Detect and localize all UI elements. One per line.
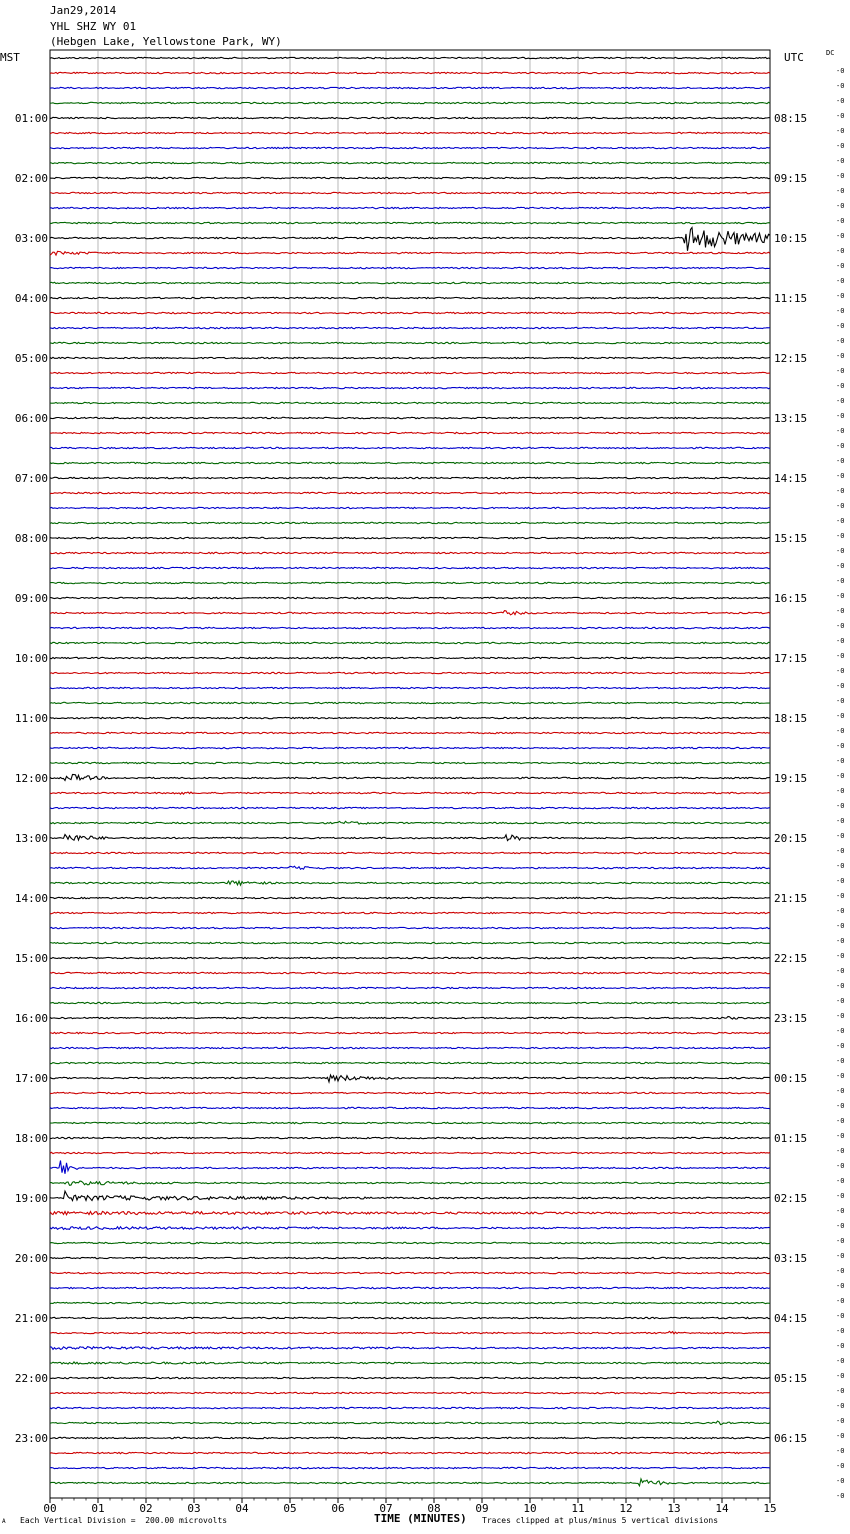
utc-hour-label: 01:15 <box>774 1132 808 1145</box>
clip-note: Traces clipped at plus/minus 5 vertical divisions <box>482 1516 719 1525</box>
dc-offset-label: -0 <box>836 1147 845 1155</box>
utc-hour-label: 21:15 <box>774 892 808 905</box>
dc-offset-label: -0 <box>836 247 845 255</box>
mst-hour-label: 01:00 <box>14 112 48 125</box>
seismic-trace <box>50 1421 770 1424</box>
seismic-trace <box>50 1479 770 1486</box>
seismic-trace <box>50 732 770 733</box>
utc-hour-label: 12:15 <box>774 352 808 365</box>
dc-offset-label: -0 <box>836 547 845 555</box>
seismic-trace <box>50 762 770 763</box>
dc-offset-label: -0 <box>836 997 845 1005</box>
dc-offset-label: -0 <box>836 772 845 780</box>
utc-hour-label: 17:15 <box>774 652 808 665</box>
dc-offset-label: -0 <box>836 1477 845 1485</box>
x-tick-label: 04 <box>235 1502 249 1515</box>
dc-offset-label: -0 <box>836 922 845 930</box>
dc-offset-label: -0 <box>836 487 845 495</box>
utc-hour-label: 06:15 <box>774 1432 808 1445</box>
utc-hour-label: 00:15 <box>774 1072 808 1085</box>
seismic-trace <box>50 687 770 688</box>
x-tick-label: 12 <box>619 1502 633 1515</box>
dc-offset-label: -0 <box>836 1192 845 1200</box>
dc-offset-label: -0 <box>836 682 845 690</box>
seismic-trace <box>50 251 770 255</box>
dc-offset-label: -0 <box>836 1252 845 1260</box>
mst-hour-label: 15:00 <box>14 952 48 965</box>
dc-offset-label: -0 <box>836 1282 845 1290</box>
dc-offset-label: -0 <box>836 502 845 510</box>
dc-offset-label: -0 <box>836 67 845 75</box>
dc-offset-label: -0 <box>836 292 845 300</box>
dc-offset-label: -0 <box>836 442 845 450</box>
dc-offset-label: -0 <box>836 112 845 120</box>
seismic-trace <box>50 117 770 118</box>
seismic-trace <box>50 507 770 508</box>
dc-offset-label: -0 <box>836 892 845 900</box>
mst-hour-label: 16:00 <box>14 1012 48 1025</box>
seismic-trace <box>50 972 770 973</box>
seismic-trace <box>50 1017 770 1020</box>
header-date: Jan29,2014 <box>50 4 117 17</box>
seismic-trace <box>50 852 770 853</box>
seismic-trace <box>50 228 770 251</box>
dc-offset-label: -0 <box>836 592 845 600</box>
seismic-trace <box>50 1407 770 1408</box>
seismic-trace <box>50 1211 770 1214</box>
seismic-trace <box>50 1181 770 1185</box>
seismic-trace <box>50 357 770 358</box>
seismic-trace <box>50 1272 770 1273</box>
seismic-trace <box>50 1331 770 1334</box>
dc-offset-label: -0 <box>836 1312 845 1320</box>
x-tick-label: 08 <box>427 1502 441 1515</box>
dc-offset-label: -0 <box>836 712 845 720</box>
mst-hour-label: 12:00 <box>14 772 48 785</box>
seismic-trace <box>50 1317 770 1318</box>
dc-offset-label: -0 <box>836 1012 845 1020</box>
x-axis-label: TIME (MINUTES) <box>374 1512 467 1525</box>
x-tick-label: 02 <box>139 1502 153 1515</box>
x-tick-label: 07 <box>379 1502 393 1515</box>
seismic-trace <box>50 1032 770 1033</box>
utc-hour-label: 05:15 <box>774 1372 808 1385</box>
mst-hour-label: 10:00 <box>14 652 48 665</box>
dc-offset-label: -0 <box>836 862 845 870</box>
seismic-trace <box>50 927 770 928</box>
mst-hour-label: 14:00 <box>14 892 48 905</box>
utc-hour-label: 19:15 <box>774 772 808 785</box>
seismic-trace <box>50 327 770 328</box>
seismic-trace <box>50 177 770 178</box>
dc-offset-label: -0 <box>836 967 845 975</box>
dc-offset-label: -0 <box>836 172 845 180</box>
dc-offset-label: -0 <box>836 1042 845 1050</box>
utc-hour-label: 02:15 <box>774 1192 808 1205</box>
seismic-trace <box>50 432 770 433</box>
dc-offset-label: -0 <box>836 457 845 465</box>
utc-hour-label: 22:15 <box>774 952 808 965</box>
mst-hour-label: 20:00 <box>14 1252 48 1265</box>
utc-hour-label: 03:15 <box>774 1252 808 1265</box>
mst-hour-label: 06:00 <box>14 412 48 425</box>
seismic-trace <box>50 1392 770 1393</box>
x-tick-label: 05 <box>283 1502 297 1515</box>
dc-offset-label: -0 <box>836 1072 845 1080</box>
mst-hour-label: 22:00 <box>14 1372 48 1385</box>
seismic-trace <box>50 1362 770 1364</box>
seismic-trace <box>50 774 770 780</box>
dc-offset-label: -0 <box>836 232 845 240</box>
seismic-trace <box>50 717 770 718</box>
seismic-trace <box>50 582 770 583</box>
seismic-trace <box>50 897 770 898</box>
seismic-trace <box>50 642 770 643</box>
dc-offset-label: -0 <box>836 787 845 795</box>
seismic-trace <box>50 1152 770 1153</box>
dc-offset-label: -0 <box>836 517 845 525</box>
utc-hour-label: 23:15 <box>774 1012 808 1025</box>
dc-offset-label: -0 <box>836 97 845 105</box>
seismic-trace <box>50 417 770 418</box>
dc-offset-label: -0 <box>836 1057 845 1065</box>
dc-offset-label: -0 <box>836 1417 845 1425</box>
dc-offset-label: -0 <box>836 727 845 735</box>
dc-offset-label: -0 <box>836 1492 845 1500</box>
seismic-trace <box>50 1302 770 1303</box>
dc-offset-label: -0 <box>836 757 845 765</box>
seismic-trace <box>50 567 770 568</box>
mst-hour-label: 09:00 <box>14 592 48 605</box>
x-tick-label: 03 <box>187 1502 201 1515</box>
utc-hour-label: 14:15 <box>774 472 808 485</box>
utc-hour-label: 18:15 <box>774 712 808 725</box>
mst-hour-label: 18:00 <box>14 1132 48 1145</box>
seismic-trace <box>50 957 770 958</box>
seismic-trace <box>50 222 770 223</box>
dc-offset-label: -0 <box>836 607 845 615</box>
seismic-trace <box>50 611 770 615</box>
seismic-trace <box>50 1467 770 1468</box>
seismic-trace <box>50 1137 770 1138</box>
seismic-trace <box>50 402 770 403</box>
dc-offset-label: -0 <box>836 1327 845 1335</box>
seismic-trace <box>50 1437 770 1438</box>
seismic-trace <box>50 162 770 163</box>
dc-offset-label: -0 <box>836 1372 845 1380</box>
dc-offset-label: -0 <box>836 142 845 150</box>
mst-hour-label: 17:00 <box>14 1072 48 1085</box>
seismic-trace <box>50 297 770 298</box>
seismic-trace <box>50 1242 770 1243</box>
seismic-trace <box>50 1047 770 1048</box>
seismic-trace <box>50 597 770 598</box>
seismic-trace <box>50 821 770 824</box>
dc-offset-label: -0 <box>836 1162 845 1170</box>
seismic-trace <box>50 672 770 673</box>
seismic-trace <box>50 1377 770 1378</box>
x-tick-label: 15 <box>763 1502 777 1515</box>
seismic-trace <box>50 1092 770 1093</box>
seismic-trace <box>50 627 770 628</box>
scale-note: Each Vertical Division = 200.00 microvolts <box>20 1516 228 1525</box>
dc-offset-label: -0 <box>836 1222 845 1230</box>
seismic-trace <box>50 147 770 148</box>
utc-hour-label: 16:15 <box>774 592 808 605</box>
header-station: YHL SHZ WY 01 <box>50 20 137 33</box>
dc-offset-label: -0 <box>836 367 845 375</box>
dc-offset-label: -0 <box>836 187 845 195</box>
dc-offset-label: -0 <box>836 532 845 540</box>
dc-offset-label: -0 <box>836 1102 845 1110</box>
dc-offset-label: -0 <box>836 412 845 420</box>
mst-hour-label: 02:00 <box>14 172 48 185</box>
dc-offset-label: -0 <box>836 262 845 270</box>
dc-offset-label: -0 <box>836 1357 845 1365</box>
seismic-trace <box>50 57 770 58</box>
seismic-trace <box>50 102 770 103</box>
dc-offset-label: -0 <box>836 637 845 645</box>
dc-offset-label: -0 <box>836 397 845 405</box>
dc-offset-label: -0 <box>836 1462 845 1470</box>
dc-offset-label: -0 <box>836 382 845 390</box>
dc-offset-label: -0 <box>836 622 845 630</box>
seismic-trace <box>50 657 770 658</box>
dc-offset-label: -0 <box>836 352 845 360</box>
x-tick-label: 01 <box>91 1502 105 1515</box>
x-tick-label: 06 <box>331 1502 345 1515</box>
seismic-trace <box>50 835 770 841</box>
seismic-trace <box>50 1075 770 1082</box>
seismic-trace <box>50 72 770 73</box>
seismic-trace <box>50 387 770 388</box>
x-tick-label: 00 <box>43 1502 57 1515</box>
dc-offset-label: -0 <box>836 202 845 210</box>
seismic-trace <box>50 1161 770 1174</box>
seismic-trace <box>50 87 770 88</box>
seismic-trace <box>50 912 770 913</box>
seismic-trace <box>50 477 770 478</box>
dc-offset-label: -0 <box>836 217 845 225</box>
dc-offset-label: -0 <box>836 847 845 855</box>
corner-mark: A <box>2 1518 6 1525</box>
dc-offset-label: -0 <box>836 907 845 915</box>
dc-offset-label: -0 <box>836 127 845 135</box>
dc-offset-label: -0 <box>836 337 845 345</box>
dc-offset-label: -0 <box>836 1447 845 1455</box>
seismic-trace <box>50 1452 770 1453</box>
seismic-trace <box>50 1227 770 1230</box>
dc-offset-label: -0 <box>836 1432 845 1440</box>
mst-hour-label: 11:00 <box>14 712 48 725</box>
seismic-trace <box>50 552 770 553</box>
seismic-trace <box>50 342 770 343</box>
seismic-trace <box>50 282 770 283</box>
dc-offset-label: -0 <box>836 802 845 810</box>
dc-offset-label: -0 <box>836 667 845 675</box>
mst-hour-label: 04:00 <box>14 292 48 305</box>
dc-offset-label: -0 <box>836 1342 845 1350</box>
seismic-trace <box>50 942 770 943</box>
dc-offset-label: -0 <box>836 277 845 285</box>
mst-hour-label: 03:00 <box>14 232 48 245</box>
dc-offset-label: -0 <box>836 82 845 90</box>
utc-hour-label: 11:15 <box>774 292 808 305</box>
dc-offset-label: -0 <box>836 1297 845 1305</box>
utc-hour-label: 04:15 <box>774 1312 808 1325</box>
header-location: (Hebgen Lake, Yellowstone Park, WY) <box>50 35 282 48</box>
seismic-trace <box>50 1062 770 1063</box>
dc-offset-label: -0 <box>836 817 845 825</box>
seismic-trace <box>50 312 770 313</box>
utc-hour-label: 13:15 <box>774 412 808 425</box>
x-tick-label: 11 <box>571 1502 585 1515</box>
mst-hour-label: 07:00 <box>14 472 48 485</box>
utc-hour-label: 10:15 <box>774 232 808 245</box>
seismic-trace <box>50 1191 770 1200</box>
seismic-trace <box>50 192 770 193</box>
seismic-trace <box>50 372 770 373</box>
x-tick-label: 10 <box>523 1502 537 1515</box>
seismic-trace <box>50 207 770 208</box>
dc-offset-label: -0 <box>836 1177 845 1185</box>
dc-offset-label: -0 <box>836 1087 845 1095</box>
dc-offset-label: -0 <box>836 1027 845 1035</box>
dc-offset-label: -0 <box>836 1237 845 1245</box>
left-timezone-label: MST <box>0 51 20 64</box>
seismic-trace <box>50 462 770 463</box>
dc-offset-label: -0 <box>836 1207 845 1215</box>
seismic-trace <box>50 866 770 869</box>
seismic-trace <box>50 987 770 988</box>
seismic-trace <box>50 702 770 703</box>
utc-hour-label: 08:15 <box>774 112 808 125</box>
dc-offset-label: -0 <box>836 937 845 945</box>
mst-hour-label: 19:00 <box>14 1192 48 1205</box>
mst-hour-label: 21:00 <box>14 1312 48 1325</box>
dc-offset-label: -0 <box>836 952 845 960</box>
dc-offset-label: -0 <box>836 322 845 330</box>
seismic-trace <box>50 807 770 808</box>
seismic-trace <box>50 132 770 133</box>
dc-offset-label: -0 <box>836 307 845 315</box>
seismic-trace <box>50 1347 770 1350</box>
dc-offset-label: -0 <box>836 697 845 705</box>
seismic-trace <box>50 267 770 268</box>
dc-offset-label: -0 <box>836 157 845 165</box>
seismic-trace <box>50 1122 770 1123</box>
dc-offset-label: -0 <box>836 1132 845 1140</box>
dc-offset-label: -0 <box>836 877 845 885</box>
mst-hour-label: 23:00 <box>14 1432 48 1445</box>
dc-offset-label: -0 <box>836 742 845 750</box>
seismic-trace <box>50 1287 770 1288</box>
dc-offset-label: -0 <box>836 577 845 585</box>
seismic-trace <box>50 1107 770 1108</box>
seismic-trace <box>50 522 770 523</box>
seismic-trace <box>50 492 770 493</box>
dc-offset-label: -0 <box>836 832 845 840</box>
mst-hour-label: 08:00 <box>14 532 48 545</box>
seismic-trace <box>50 881 770 885</box>
dc-offset-label: -0 <box>836 982 845 990</box>
right-timezone-label: UTC <box>784 51 804 64</box>
utc-hour-label: 15:15 <box>774 532 808 545</box>
utc-hour-label: 09:15 <box>774 172 808 185</box>
dc-offset-label: -0 <box>836 1402 845 1410</box>
mst-hour-label: 05:00 <box>14 352 48 365</box>
x-tick-label: 13 <box>667 1502 681 1515</box>
seismic-trace <box>50 1257 770 1258</box>
seismic-trace <box>50 792 770 794</box>
mst-hour-label: 13:00 <box>14 832 48 845</box>
seismic-trace <box>50 537 770 538</box>
x-tick-label: 09 <box>475 1502 489 1515</box>
dc-offset-label: -0 <box>836 652 845 660</box>
dc-offset-label: -0 <box>836 562 845 570</box>
utc-hour-label: 20:15 <box>774 832 808 845</box>
dc-label: DC <box>826 49 835 57</box>
dc-offset-label: -0 <box>836 1387 845 1395</box>
seismic-trace <box>50 447 770 448</box>
dc-offset-label: -0 <box>836 472 845 480</box>
dc-offset-label: -0 <box>836 427 845 435</box>
dc-offset-label: -0 <box>836 1117 845 1125</box>
dc-offset-label: -0 <box>836 1267 845 1275</box>
seismic-trace <box>50 747 770 748</box>
seismic-trace <box>50 1002 770 1003</box>
x-tick-label: 14 <box>715 1502 729 1515</box>
